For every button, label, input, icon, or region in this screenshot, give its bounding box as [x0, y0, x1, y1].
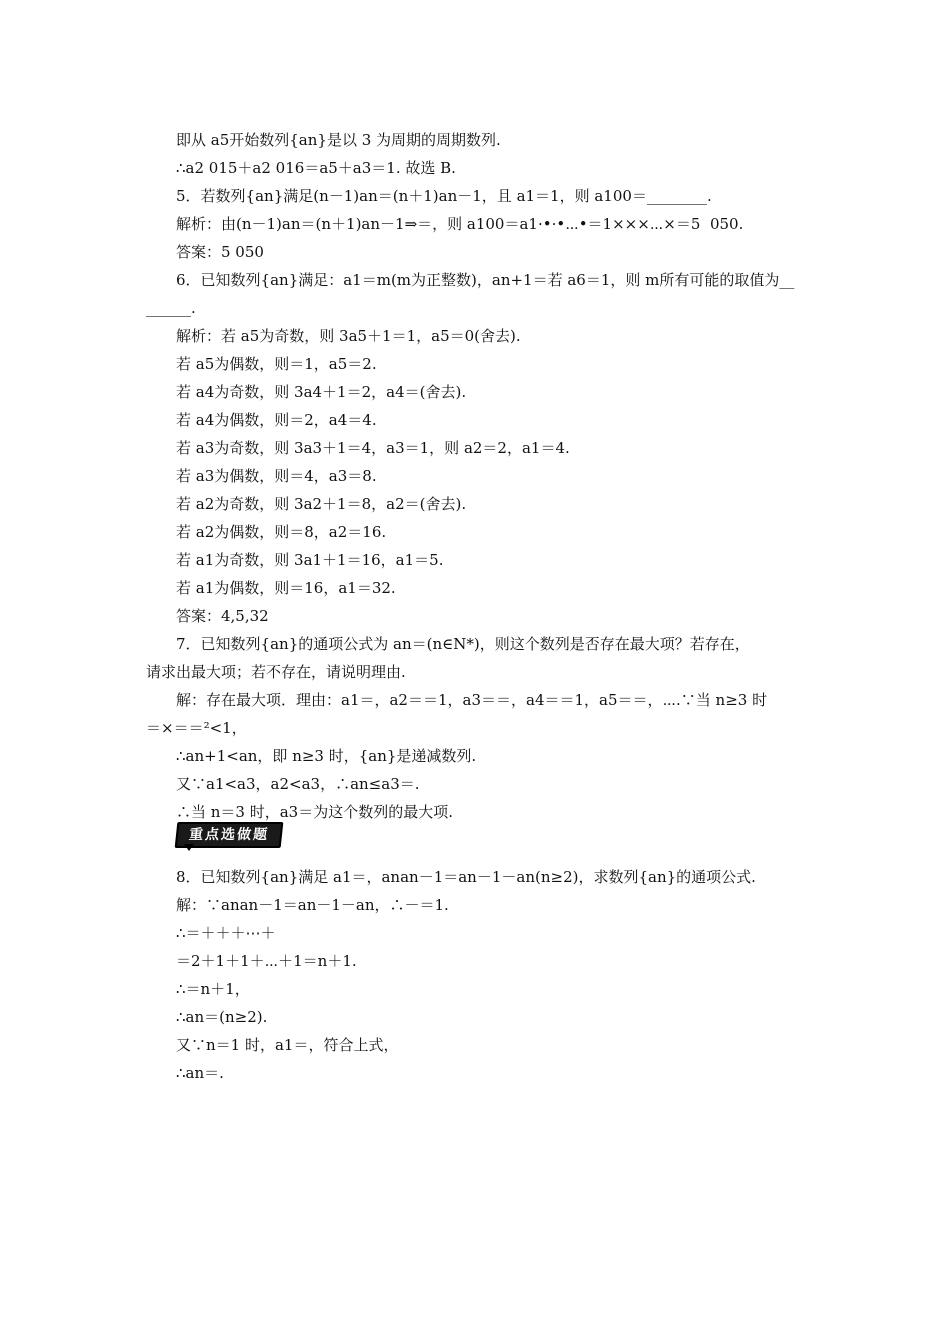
text-line: 若 a1为偶数，则＝16，a1＝32.: [176, 579, 396, 597]
text-line: ＝2＋1＋1＋⋯＋1＝n＋1.: [176, 952, 357, 970]
text-line: 答案：5 050: [176, 243, 264, 261]
text-line: 若 a5为偶数，则＝1，a5＝2.: [176, 355, 377, 373]
text-line: 又∵n＝1 时，a1＝，符合上式，: [176, 1036, 399, 1054]
text-line: ∴an+1<an，即 n≥3 时，{an}是递减数列.: [176, 747, 477, 765]
badge-tail-icon: [184, 844, 194, 851]
text-line: 答案：4,5,32: [176, 607, 269, 625]
text-line: 解析：若 a5为奇数，则 3a5＋1＝1，a5＝0(舍去).: [176, 327, 521, 345]
text-line: ∴当 n＝3 时，a3＝为这个数列的最大项.: [176, 803, 453, 821]
text-line: 若 a3为偶数，则＝4，a3＝8.: [176, 467, 377, 485]
text-line: 若 a2为奇数，则 3a2＋1＝8，a2＝(舍去).: [176, 495, 467, 513]
text-line: ∴＝＋＋＋⋯＋: [176, 924, 276, 942]
text-line: ＝×＝＝²<1，: [146, 719, 247, 737]
text-line: 6．已知数列{an}满足：a1＝m(m为正整数)，an+1＝若 a6＝1，则 m所有可能的取值为__: [176, 271, 795, 289]
text-line: 若 a4为奇数，则 3a4＋1＝2，a4＝(舍去).: [176, 383, 467, 401]
text-line: 解析：由(n－1)an＝(n＋1)an－1⇒＝，则 a100＝a1·•·•⋯•＝1×××⋯×＝5 050.: [176, 215, 744, 233]
text-line: 8．已知数列{an}满足 a1＝，anan－1＝an－1－an(n≥2)，求数列{an}的通项公式.: [176, 868, 756, 886]
text-line: ∴an＝.: [176, 1064, 224, 1082]
text-line: 若 a1为奇数，则 3a1＋1＝16，a1＝5.: [176, 551, 444, 569]
text-line: ∴an＝(n≥2).: [176, 1008, 268, 1026]
text-line: 5．若数列{an}满足(n－1)an＝(n＋1)an－1，且 a1＝1，则 a100＝________.: [176, 187, 712, 205]
text-line: 若 a3为奇数，则 3a3＋1＝4，a3＝1，则 a2＝2，a1＝4.: [176, 439, 570, 457]
section-badge-label: 重点选做题: [175, 822, 284, 848]
text-line: ______.: [146, 299, 196, 317]
text-line: ∴a2 015＋a2 016＝a5＋a3＝1. 故选 B.: [176, 159, 456, 177]
section-badge: [176, 820, 282, 850]
text-line: 若 a4为偶数，则＝2，a4＝4.: [176, 411, 377, 429]
text-line: 解：存在最大项．理由：a1＝，a2＝＝1，a3＝＝，a4＝＝1，a5＝＝，⋯.∵当 n≥3 时: [176, 691, 768, 709]
text-line: 请求出最大项；若不存在，请说明理由.: [146, 663, 406, 681]
text-line: 若 a2为偶数，则＝8，a2＝16.: [176, 523, 387, 541]
text-line: 即从 a5开始数列{an}是以 3 为周期的周期数列.: [176, 131, 501, 149]
text-line: ∴＝n＋1，: [176, 980, 250, 998]
text-line: 解：∵anan－1＝an－1－an，∴－＝1.: [176, 896, 449, 914]
text-line: 7．已知数列{an}的通项公式为 an＝(n∈N*)，则这个数列是否存在最大项？若存在，: [176, 635, 750, 653]
text-line: 又∵a1<a3，a2<a3，∴an≤a3＝.: [176, 775, 420, 793]
